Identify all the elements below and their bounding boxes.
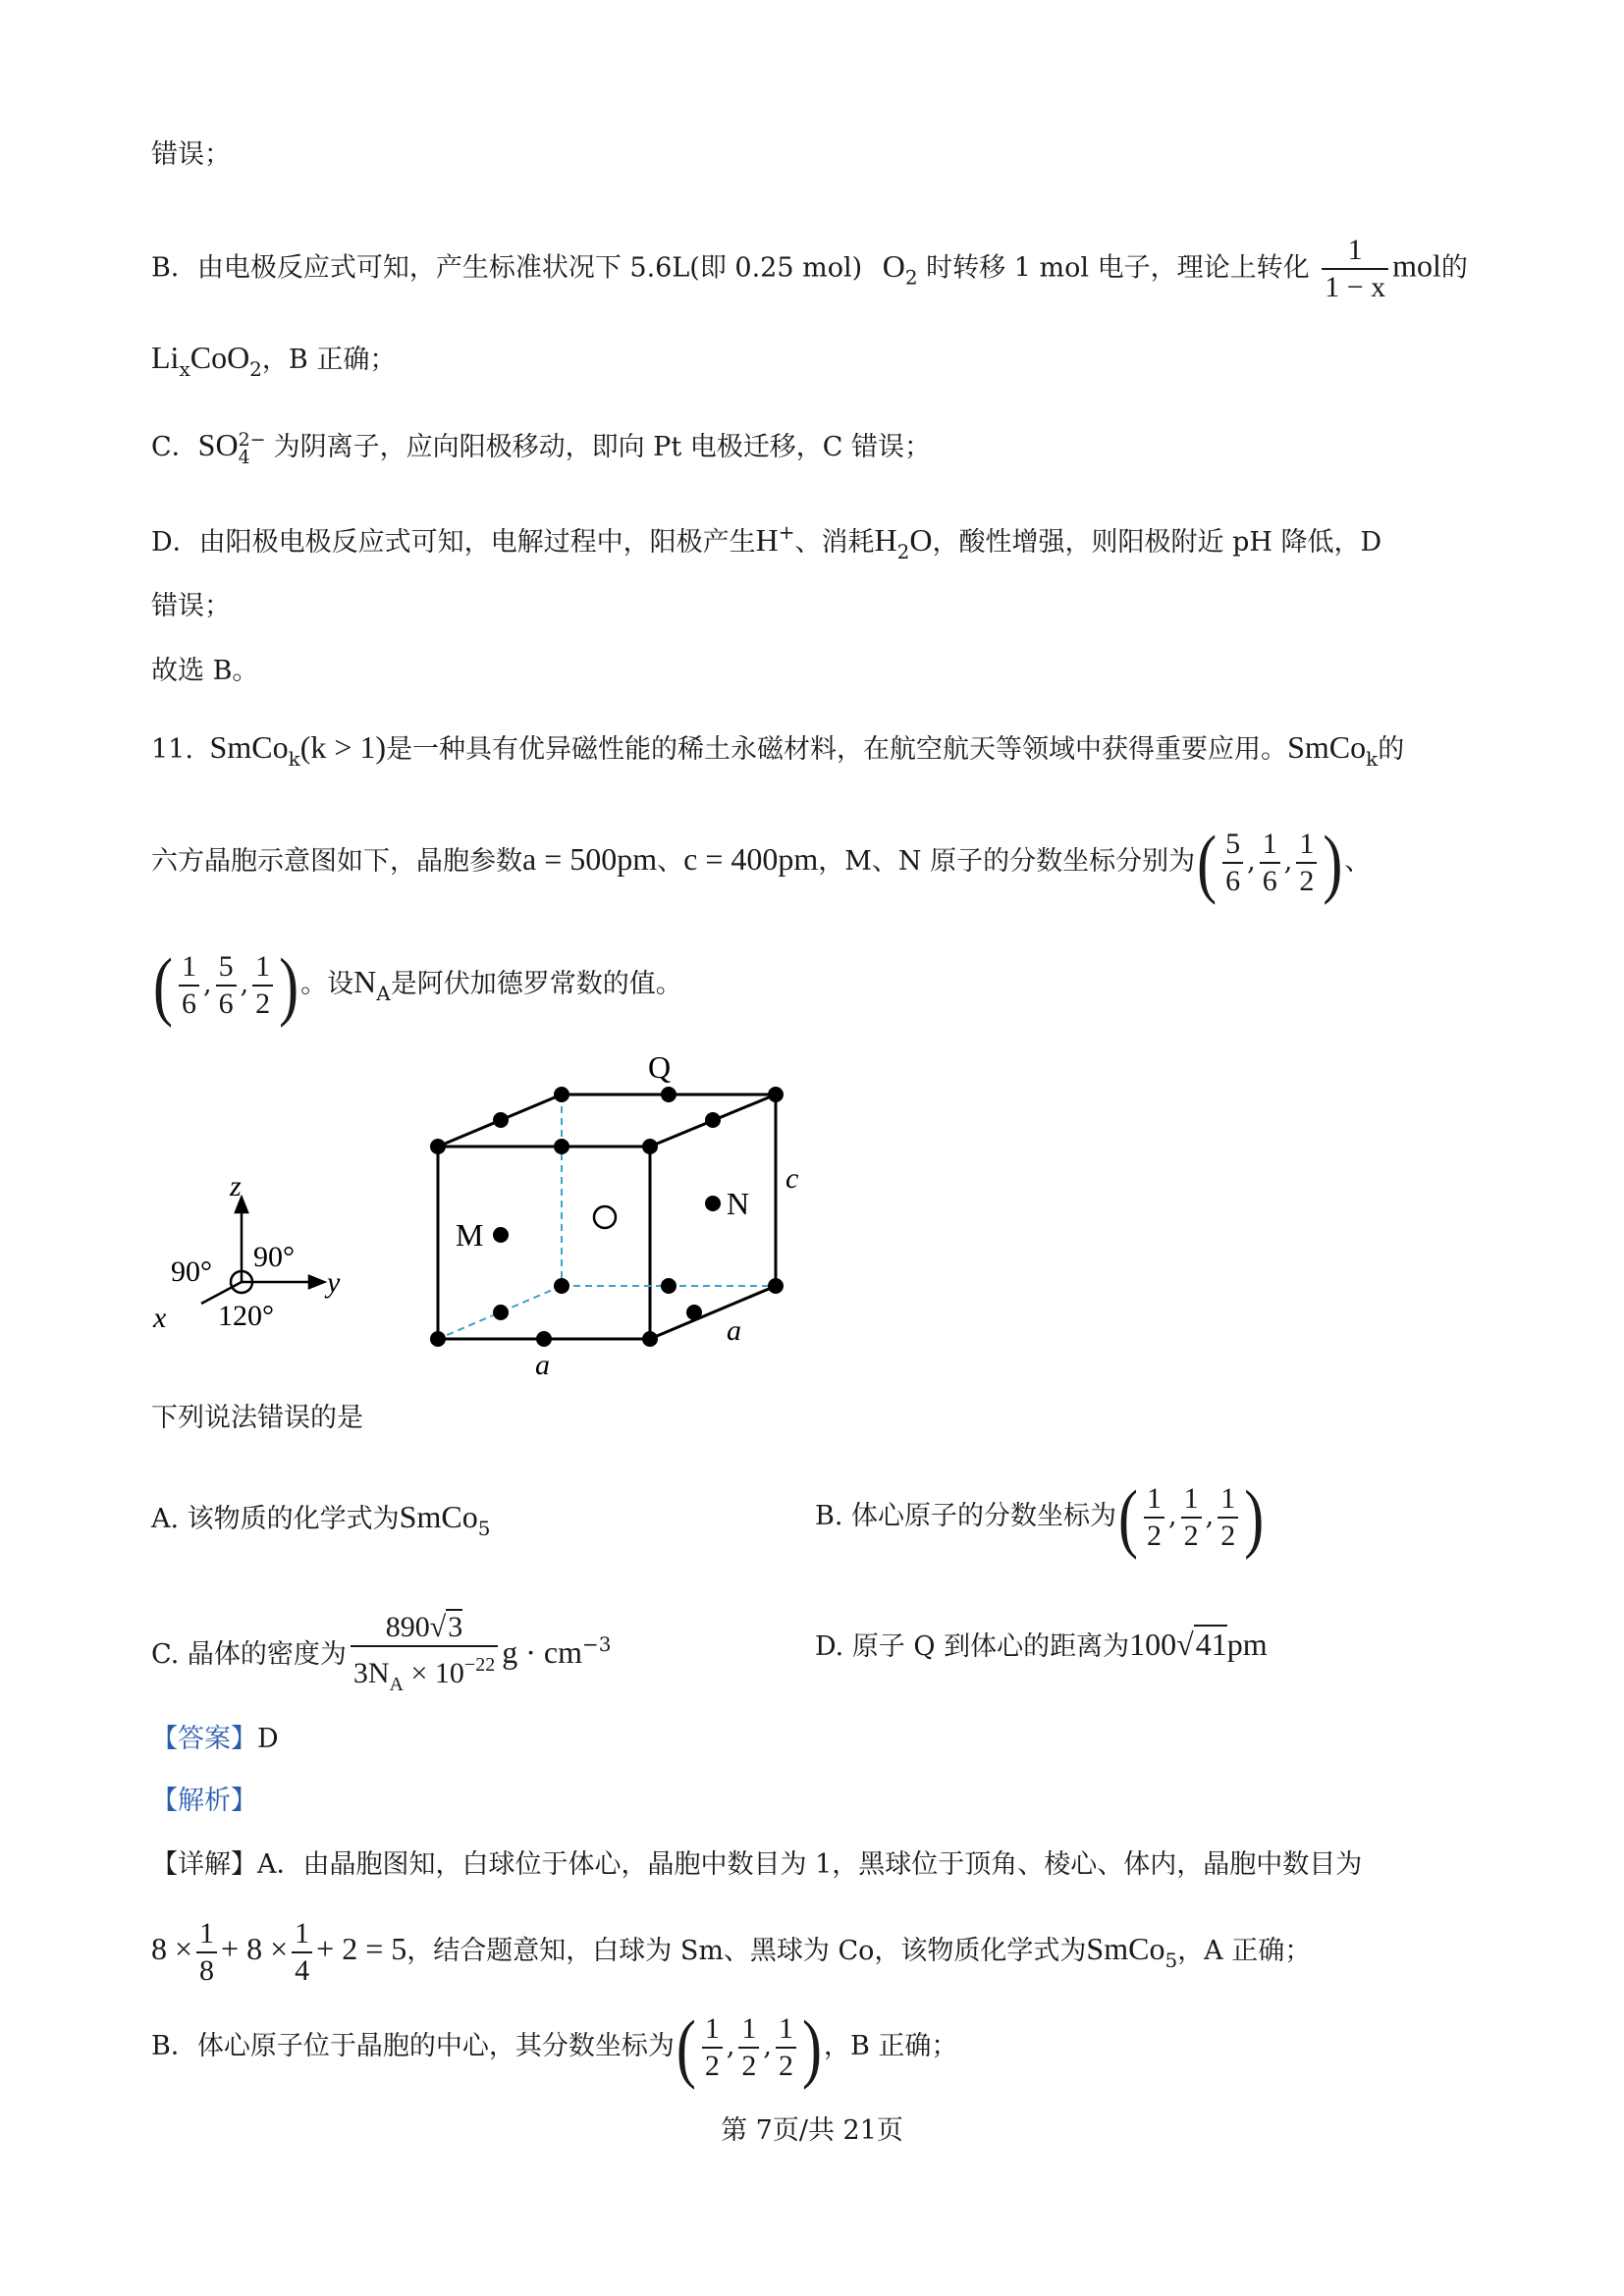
a-label: a [727, 1314, 741, 1347]
option-d-explanation: D．由阳极电极反应式可知，电解过程中，阳极产生H+、消耗$H_2O$，酸性增强，则阳极附近 pH 降低，D [151, 520, 1382, 563]
option-b: B. 体心原子的分数坐标为( $\frac{1}{2}$ , $\frac{1}{2}$ , $\frac{1}{2}$ ) [815, 1474, 1265, 1560]
text-line: $Li_xCoO_2$，B 正确； [151, 340, 397, 381]
x-axis-label: x [153, 1302, 167, 1334]
text-line: 故选 B。 [151, 656, 259, 686]
question-11-stem: 11. SmCo$_k$(k > 1)是一种具有优异磁性能的稀土永磁材料，在航空航天等领域中获得重要应用。SmCo$_k$的 [151, 729, 1405, 771]
question-11-coords: ( $\frac{1}{6}$ , $\frac{5}{6}$ , $\frac{1}{2}$ )。设$N_A$是阿伏加德罗常数的值。 [153, 942, 682, 1028]
page-footer: 第 7页/共 21页 [721, 2115, 903, 2146]
fraction: $\frac{1}{1 - x}$ [1322, 233, 1388, 305]
option-c: C. 晶体的密度为 $\frac{890√3}{3N_A \times 10^{-22}}$ $g \cdot cm^{-3}$ [151, 1610, 612, 1695]
question-prompt: 下列说法错误的是 [151, 1403, 363, 1433]
detail-b-line: B．体心原子位于晶胞的中心，其分数坐标为( $\frac{1}{2}$ , $\frac{1}{2}$ , $\frac{1}{2}$ )，B 正确； [151, 2004, 958, 2090]
a-label: a [535, 1349, 550, 1381]
option-c-explanation: C．SO 2− 4 为阴离子，应向阳极移动，即向 Pt 电极迁移，C 错误； [151, 427, 932, 468]
n-label: N [727, 1186, 750, 1221]
option-d: D. 原子 Q 到体心的距离为100√41pm [815, 1627, 1268, 1662]
angle-label: 120° [218, 1300, 274, 1332]
crystal-cell-diagram [147, 1041, 835, 1394]
detail-line: 【详解】A．由晶胞图知，白球位于体心，晶胞中数目为 1，黑球位于顶角、棱心、体内，晶胞中数目为 [151, 1849, 1363, 1880]
c-label: c [785, 1162, 799, 1195]
m-label: M [456, 1217, 484, 1253]
z-axis-label: z [230, 1170, 242, 1202]
option-a: A. 该物质的化学式为SmCo$_5$ [151, 1499, 491, 1540]
text-line: 错误； [151, 591, 231, 621]
y-axis-label: y [327, 1266, 341, 1299]
angle-label: 90° [253, 1241, 295, 1273]
analysis-heading: 【解析】 [151, 1786, 257, 1816]
q-label: Q [648, 1049, 672, 1085]
option-b-explanation: B．由电极反应式可知，产生标准状况下 5.6L(即 0.25 mol) $O_2$ 时转移 1 mol 电子，理论上转化 $\frac{1}{1 - x}$ mol的 [151, 234, 1468, 303]
detail-equation: 8 × $\frac{1}{8}$ + 8 × $\frac{1}{4}$ + 2 = 5，结合题意知，白球为 Sm、黑球为 Co，该物质化学式为SmCo$_5$，A 正确； [151, 1916, 1312, 1987]
angle-label: 90° [171, 1255, 212, 1288]
text-line: 错误； [151, 139, 231, 170]
question-11-params: 六方晶胞示意图如下，晶胞参数a = 500pm、c = 400pm，M、N 原子的分数坐标分别为( $\frac{5}{6}$ , $\frac{1}{6}$ , $\frac{1}{2}$ )、 [151, 820, 1372, 905]
sm-atom [594, 1206, 616, 1228]
answer-line: 【答案】D [151, 1724, 279, 1754]
